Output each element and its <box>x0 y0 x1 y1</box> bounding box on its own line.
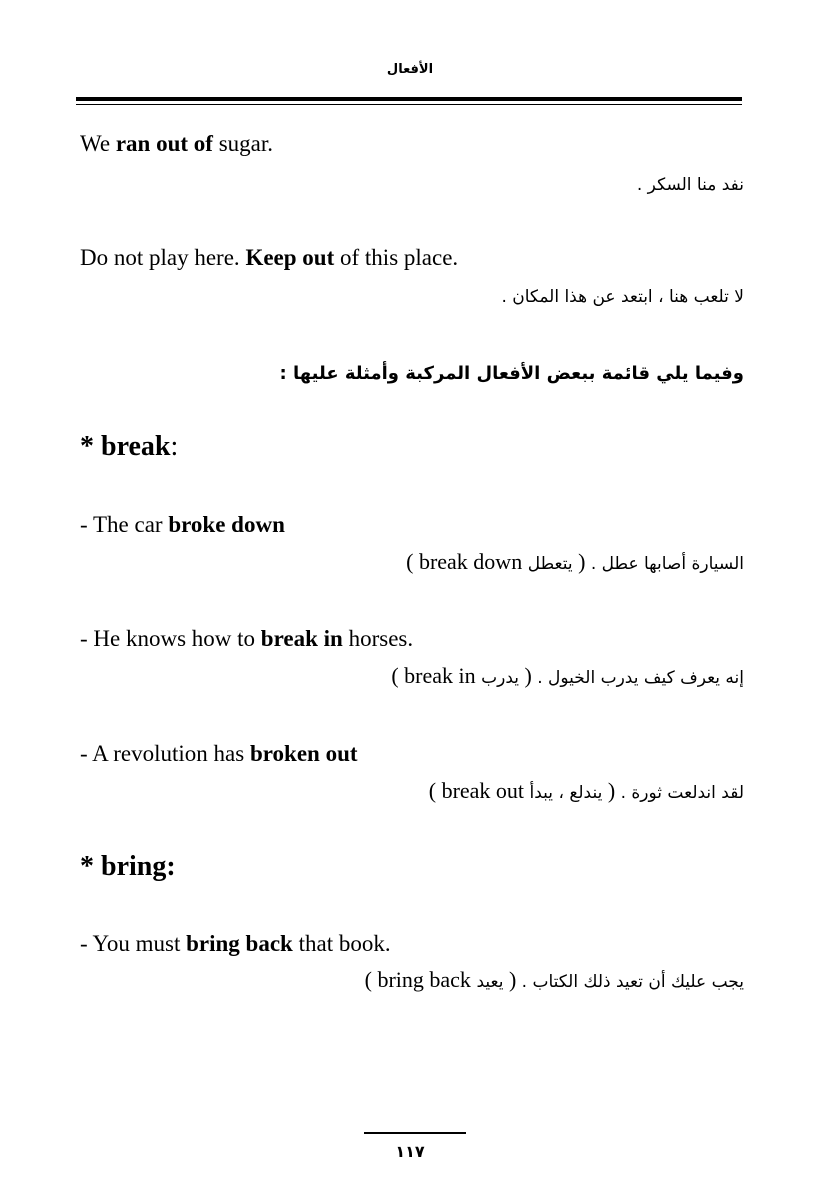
bullet-star: * <box>80 431 94 462</box>
section-word: bring: <box>101 851 176 882</box>
text-segment: - You must <box>80 931 187 956</box>
gloss-close: ) <box>602 778 616 803</box>
intro-example-en <box>80 130 273 158</box>
header-rule-thick <box>76 97 742 101</box>
text-segment: - The car <box>80 512 169 537</box>
phrasal-verb: broke down <box>168 512 285 537</box>
phrasal-verb: bring back <box>186 931 293 956</box>
phrasal-verb: break in <box>260 626 343 651</box>
section-word: break <box>101 431 171 462</box>
text-segment: of this place. <box>334 245 459 270</box>
phrasal-verb: ran out of <box>115 131 213 156</box>
text-segment: Do not play here. <box>80 245 246 270</box>
gloss-close: ) <box>519 663 532 688</box>
text-segment: sugar. <box>212 131 274 156</box>
example-en <box>80 740 358 768</box>
phrasal-verb: Keep out <box>245 245 335 270</box>
gloss-ar: يندلع ، يبدأ <box>529 783 603 803</box>
text-segment: - He knows how to <box>80 626 261 651</box>
arabic-translation: إنه يعرف كيف يدرب الخيول . <box>537 668 744 688</box>
intro-example-ar: لا تلعب هنا ، ابتعد عن هذا المكان . <box>501 287 744 307</box>
example-en <box>80 511 285 539</box>
gloss <box>429 778 615 803</box>
text-segment: - A revolution has <box>80 741 250 766</box>
page-header-title: الأفعال <box>386 62 434 77</box>
arabic-translation: السيارة أصابها عطل . <box>590 554 744 574</box>
example-en <box>80 625 413 653</box>
page-number: ١١٧ <box>395 1142 425 1161</box>
gloss-en: break in <box>404 663 476 688</box>
section-colon: : <box>170 431 179 462</box>
gloss-close: ) <box>503 967 517 992</box>
gloss-ar: يعيد <box>476 972 504 992</box>
gloss <box>391 663 532 688</box>
example-en <box>80 930 391 958</box>
example-ar <box>429 778 744 806</box>
section-heading-break <box>80 430 178 464</box>
gloss-open: ( <box>391 663 405 688</box>
gloss-en: bring back <box>377 967 471 992</box>
arabic-translation: يجب عليك أن تعيد ذلك الكتاب . <box>521 972 744 992</box>
section-heading-bring <box>80 850 176 884</box>
gloss <box>365 967 517 992</box>
text-segment: We <box>80 131 116 156</box>
phrasal-verb: broken out <box>249 741 358 766</box>
gloss-open: ( <box>406 549 419 574</box>
header-rule-thin <box>76 104 742 105</box>
example-ar <box>391 663 744 691</box>
gloss-ar: يدرب <box>481 668 519 688</box>
gloss-en: break out <box>441 778 525 803</box>
gloss-open: ( <box>428 778 442 803</box>
list-heading: وفيما يلي قائمة ببعض الأفعال المركبة وأمثلة عليها : <box>279 363 744 384</box>
gloss <box>406 549 585 574</box>
text-segment: horses. <box>342 626 414 651</box>
text-segment: that book. <box>292 931 391 956</box>
gloss-open: ( <box>364 967 378 992</box>
arabic-translation: لقد اندلعت ثورة . <box>620 783 744 803</box>
gloss-close: ) <box>572 549 586 574</box>
intro-example-ar: نفد منا السكر . <box>636 175 744 195</box>
intro-example-en <box>80 244 458 272</box>
gloss-ar: يتعطل <box>527 554 573 574</box>
gloss-en: break down <box>418 549 523 574</box>
example-ar <box>365 967 744 995</box>
example-ar <box>406 549 744 577</box>
bullet-star: * <box>80 851 94 882</box>
footer-rule <box>364 1132 466 1134</box>
